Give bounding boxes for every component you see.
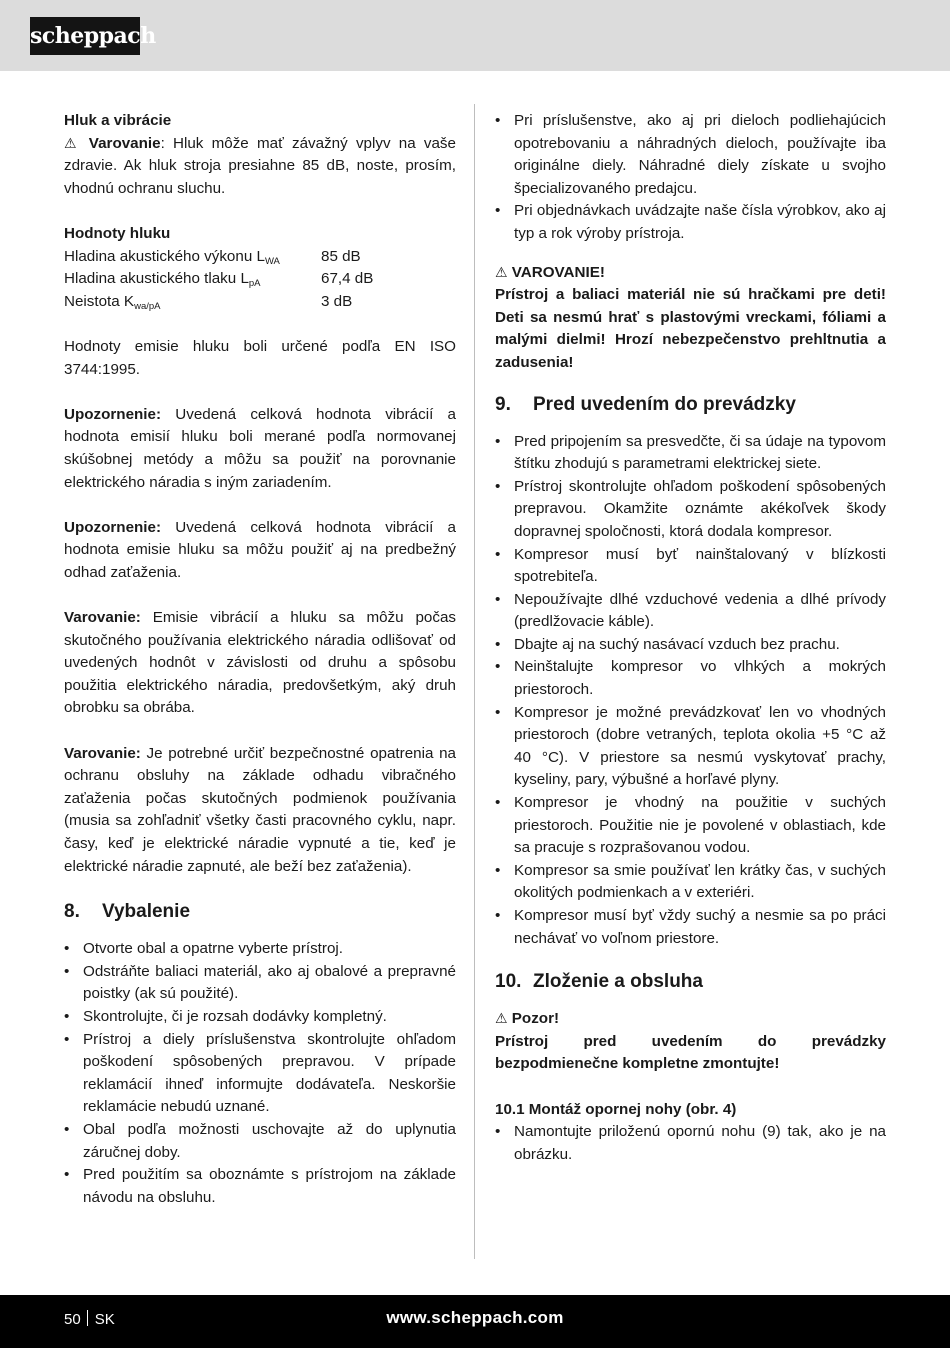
brand-logo: scheppach xyxy=(30,17,140,55)
list-item: • Pred použitím sa oboznámte s prístrojom na základe návodu na obsluhu. xyxy=(64,1164,456,1209)
list-item: • Pri objednávkach uvádzajte naše čísla výrobkov, ako aj typ a rok výroby prístroja. xyxy=(495,200,886,245)
list-item: • Dbajte aj na suchý nasávací vzduch bez prachu. xyxy=(495,634,886,657)
list-item: • Otvorte obal a opatrne vyberte prístroj. xyxy=(64,938,456,961)
warning-title: ⚠ VAROVANIE! xyxy=(495,263,605,281)
section-10-heading: 10. Zloženie a obsluha xyxy=(495,971,703,993)
footer-bar xyxy=(0,1295,950,1348)
accessory-list xyxy=(495,110,886,246)
list-item: • Pred pripojením sa presvedčte, či sa údaje na typovom štítku zhodujú s parametrami elektrickej siete. xyxy=(495,431,886,476)
noise-values-table xyxy=(64,246,456,314)
noise-warning: ⚠ Varovanie: Hluk môže mať závažný vplyv na vaše zdravie. Ak hluk stroja presiahne 85 dB, noste, prosím, vhodnú ochranu sluchu. xyxy=(64,134,456,197)
warning-text: Prístroj a baliaci materiál nie sú hračkami pre deti! Deti sa nesmú hrať s plastovými vreckami, fóliami a malými dielmi! Hrozí nebezpečenstvo prehltnutia a zadusenia! xyxy=(495,286,886,371)
value-label: Neistota $K_{wa/pA}$ xyxy=(64,292,161,312)
emission-text: Hodnoty emisie hluku boli určené podľa EN ISO 3744:1995. xyxy=(64,337,456,378)
list-item: • Skontrolujte, či je rozsah dodávky kompletný. xyxy=(64,1006,456,1029)
value: 85 dB xyxy=(321,247,361,265)
warning-triangle-icon: ⚠ xyxy=(64,135,81,152)
caution-title: ⚠ Pozor! xyxy=(495,1010,560,1028)
right-column xyxy=(495,110,886,1166)
value: 3 dB xyxy=(321,292,353,310)
warning-triangle-icon: ⚠ xyxy=(495,1011,508,1028)
left-column xyxy=(64,110,456,1209)
warning-triangle-icon: ⚠ xyxy=(495,264,508,281)
section-8-heading: 8. Vybalenie xyxy=(64,901,191,923)
list-item: • Prístroj skontrolujte ohľadom poškodení spôsobených prepravou. Okamžite oznámte akékoľvek škody dopravnej spoločnosti, ktorá dodala kompresor. xyxy=(495,476,886,544)
subsection-10-1-list xyxy=(495,1121,886,1166)
note-1: Upozornenie: Uvedená celková hodnota vibrácií a hodnota emisií hluku boli merané podľa normovanej skúšobnej metódy a môžu sa použiť na porovnanie elektrického náradia s iným zariadením. xyxy=(64,405,456,491)
column-divider xyxy=(474,104,475,1259)
warning-2: Varovanie: Je potrebné určiť bezpečnostné opatrenia na ochranu obsluhy na základe odhadu vibračného zaťaženia počas skutočných podmienok používania (musia sa zohľadniť všetky časti pracovného cyklu, napr. časy, keď je elektrické náradie vypnuté a tie, keď je elektrické náradie zapnuté, ale beží bez zaťaženia). xyxy=(64,744,456,875)
section-9-list xyxy=(495,431,886,951)
website-url: www.scheppach.com xyxy=(386,1308,564,1327)
value-label: Hladina akustického tlaku $L_{pA}$ xyxy=(64,270,261,290)
header-bar xyxy=(0,0,950,71)
section-8-list xyxy=(64,938,456,1209)
caution-text: Prístroj pred uvedením do prevádzky bezpodmienečne kompletne zmontujte! xyxy=(495,1032,886,1073)
list-item: • Odstráňte baliaci materiál, ako aj obalové a prepravné poistky (ak sú použité). xyxy=(64,961,456,1006)
section-9-heading: 9. Pred uvedením do prevádzky xyxy=(495,393,796,415)
list-item: • Kompresor je vhodný na použitie v suchých priestoroch. Použitie nie je povolené v oblastiach, kde sa pracuje s rozprašovanou vodou. xyxy=(495,792,886,860)
warning-1: Varovanie: Emisie vibrácií a hluku sa môžu počas skutočného používania elektrického náradia odlišovať od uvedených hodnôt v závislosti od druhu a spôsobu použitia elektrického náradia, predovšetkým, aký druh obrobku sa obrába. xyxy=(64,609,456,717)
note-2: Upozornenie: Uvedená celková hodnota vibrácií a hodnota emisie hluku sa môžu použiť aj na predbežný odhad zaťaženia. xyxy=(64,518,456,581)
list-item: • Kompresor sa smie používať len krátky čas, v suchých okolitých podmienkach a v exteriéri. xyxy=(495,860,886,905)
subsection-10-1-heading: 10.1 Montáž opornej nohy (obr. 4) xyxy=(495,1100,737,1118)
list-item: • Prístroj a diely príslušenstva skontrolujte ohľadom poškodení spôsobených prepravou. V prípade reklamácií ihneď informujte dodávateľa. Neskoršie reklamácie nebudú uznané. xyxy=(64,1029,456,1119)
list-item: • Namontujte priloženú opornú nohu (9) tak, ako je na obrázku. xyxy=(495,1121,886,1166)
list-item: • Pri príslušenstve, ako aj pri dieloch podliehajúcich opotrebovaniu a náhradných dieloch, používajte iba originálne diely. Náhradné diely získate u svojho špecializovaného predajcu. xyxy=(495,110,886,200)
list-item: • Kompresor musí byť vždy suchý a nesmie sa po práci nechávať vo voľnom priestore. xyxy=(495,905,886,950)
list-item: • Kompresor musí byť nainštalovaný v blízkosti spotrebiteľa. xyxy=(495,544,886,589)
page-number: 50 SK xyxy=(64,1311,115,1328)
value-label: Hladina akustického výkonu $L_{WA}$ xyxy=(64,247,280,267)
list-item: • Nepoužívajte dlhé vzduchové vedenia a dlhé prívody (predlžovacie káble). xyxy=(495,589,886,634)
value: 67,4 dB xyxy=(321,270,374,288)
list-item: • Neinštalujte kompresor vo vlhkých a mokrých priestoroch. xyxy=(495,656,886,701)
noise-heading: Hluk a vibrácie xyxy=(64,112,172,129)
list-item: • Kompresor je možné prevádzkovať len vo vhodných priestoroch (dobre vetraných, teplota okolia +5 °C až 40 °C). V priestore sa nesmú vyskytovať prachy, kyseliny, pary, výbušné a horľavé plyny. xyxy=(495,702,886,792)
list-item: • Obal podľa možnosti uschovajte až do uplynutia záručnej doby. xyxy=(64,1119,456,1164)
noise-values-heading: Hodnoty hluku xyxy=(64,224,171,242)
